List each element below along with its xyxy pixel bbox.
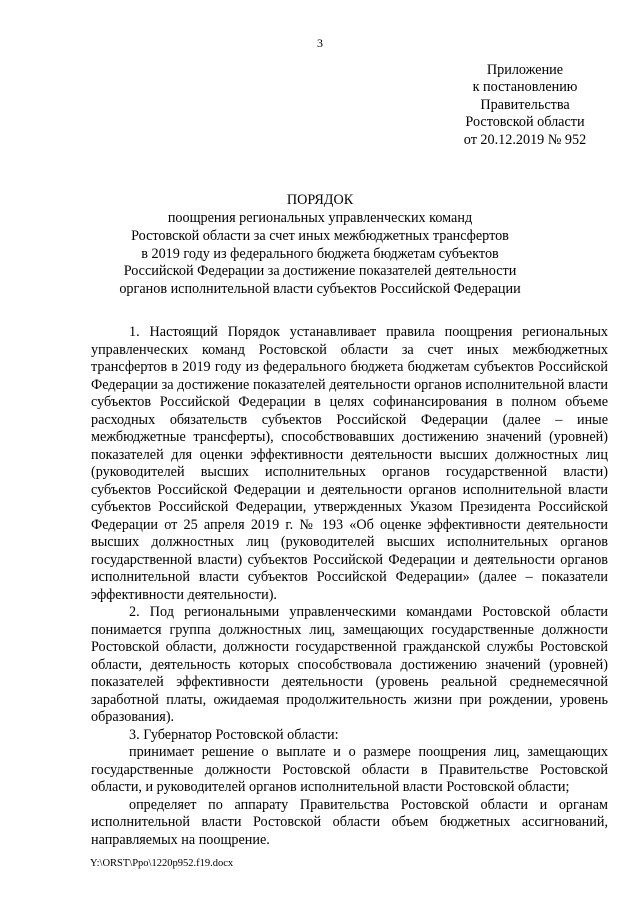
appendix-line: от 20.12.2019 № 952	[463, 131, 587, 148]
page-number: 3	[317, 36, 323, 50]
appendix-block	[445, 62, 605, 149]
document-body	[91, 324, 608, 849]
paragraph: 2. Под региональными управленческими командами Ростовской области понимается группа должностных лиц, замещающих государственные должности Ростовской области, должности государственной гражданской службы Ростовской области, деятельность которых способствовала достижению значений (уровней) показателей эффективности деятельности (уровень реальной среднемесячной заработной платы, ожидаемая продолжительность жизни при рождении, уровень образования).	[91, 604, 608, 725]
subtitle-line: поощрения региональных управленческих команд	[167, 210, 473, 226]
paragraph: принимает решение о выплате и о размере поощрения лиц, замещающих государственные должности Ростовской области в Правительстве Ростовской области, и руководителей органов исполнительной власти Ростовской области;	[91, 744, 608, 795]
document-title: ПОРЯДОК	[286, 192, 354, 208]
appendix-line: Правительства	[480, 96, 570, 113]
subtitle-line: Ростовской области за счет иных межбюджетных трансфертов	[131, 227, 509, 244]
paragraph: определяет по аппарату Правительства Ростовской области и органам исполнительной власти Ростовской области объем бюджетных ассигнований, направляемых на поощрение.	[91, 796, 608, 848]
document-subtitle	[60, 210, 580, 299]
subtitle-line: Российской Федерации за достижение показателей деятельности	[123, 263, 517, 280]
subtitle-line: органов исполнительной власти субъектов Российской Федерации	[119, 281, 521, 298]
subtitle-line: в 2019 году из федерального бюджета бюджетам субъектов	[141, 245, 499, 262]
appendix-line: Приложение	[486, 62, 564, 78]
paragraph: 3. Губернатор Ростовской области:	[129, 726, 339, 743]
paragraph: 1. Настоящий Порядок устанавливает правила поощрения региональных управленческих команд Ростовской области за счет иных межбюджетных трансфертов в 2019 году из федерального бюджета бюджетам субъектов Российской Федерации за достижение показателей деятельности органов исполнительной власти субъектов Российской Федерации в целях софинансирования в полном объеме расходных обязательств субъектов Российской Федерации (далее – иные межбюджетные трансферты), способствовавших достижению значений (уровней) показателей для оценки эффективности деятельности высших должностных лиц (руководителей высших исполнительных органов государственной власти) субъектов Российской Федерации и деятельности органов исполнительной власти субъектов Российской Федерации, утвержденных Указом Президента Российской Федерации от 25 апреля 2019 г. № 193 «Об оценке эффективности деятельности высших должностных лиц (руководителей высших исполнительных органов государственной власти) субъектов Российской Федерации и деятельности органов исполнительной власти субъектов Российской Федерации» (далее – показатели эффективности деятельности).	[91, 324, 608, 603]
appendix-line: Ростовской области	[465, 114, 585, 131]
appendix-line: к постановлению	[472, 79, 578, 96]
footer-file-path: Y:\ORST\Ppo\1220p952.f19.docx	[90, 858, 234, 869]
